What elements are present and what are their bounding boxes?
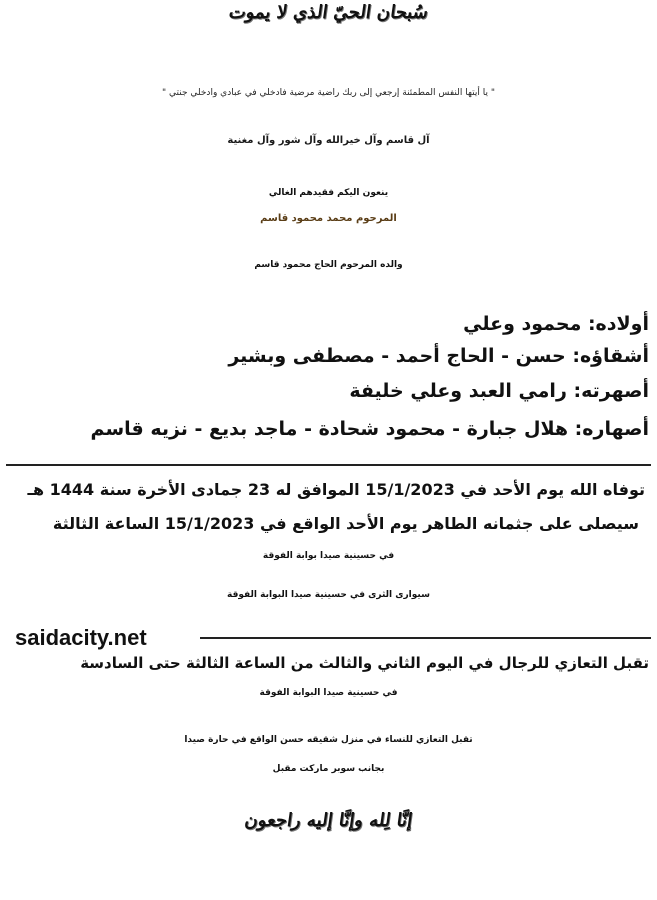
- women-condolence-place: بجانب سوبر ماركت مقبل: [272, 764, 385, 774]
- section-divider: [6, 464, 651, 466]
- footer-calligraphy: إنَّا لِله وإنَّا إليه راجعون: [243, 810, 414, 831]
- families-title: آل قاسم وآل خيرالله وآل شور وآل مغنية: [227, 135, 430, 146]
- website-row: [0, 625, 657, 650]
- men-condolence: تقبل التعازي للرجال في اليوم الثاني والثالث من الساعة الثالثة حتى السادسة: [80, 654, 649, 672]
- father-line: والده المرحوم الحاج محمود قاسم: [254, 260, 403, 270]
- brothers-line: أشقاؤه: حسن - الحاج أحمد - مصطفى وبشير: [228, 345, 649, 367]
- website-divider: [200, 637, 651, 639]
- women-condolence: تقبل التعازي للنساء في منزل شقيقه حسن الواقع في حارة صيدا: [184, 735, 473, 745]
- sons-in-law-line: أصهرته: رامي العبد وعلي خليفة: [349, 380, 649, 402]
- death-date-line: توفاه الله يوم الأحد في 15/1/2023 الموافق له 23 جمادى الأخرة سنة 1444 هـ: [27, 480, 645, 499]
- website-watermark: saidacity.net: [12, 625, 150, 651]
- brothers-in-law-line: أصهاره: هلال جبارة - محمود شحادة - ماجد بديع - نزيه قاسم: [90, 418, 649, 440]
- prayer-line: سيصلى على جثمانه الطاهر يوم الأحد الواقع في 15/1/2023 الساعة الثالثة: [52, 514, 639, 533]
- burial-line: سيوارى الثرى في حسينية صيدا البوابة الفوقة: [227, 590, 430, 600]
- sons-line: أولاده: محمود وعلي: [463, 313, 649, 335]
- quran-verse: " يا أيتها النفس المطمئنة إرجعي إلى ربك راضية مرضية فادخلي في عبادي وادخلي جنتي ": [162, 88, 495, 98]
- prayer-place: في حسينية صيدا بوابة الفوقة: [262, 551, 395, 561]
- men-condolence-place: في حسينية صيدا البوابة الفوقة: [259, 688, 398, 698]
- deceased-name: المرحوم محمد محمود قاسم: [260, 213, 397, 224]
- header-calligraphy: سُبحان الحيّ الذي لا يموت: [227, 2, 430, 23]
- mourn-line: ينعون اليكم فقيدهم الغالي: [268, 188, 389, 198]
